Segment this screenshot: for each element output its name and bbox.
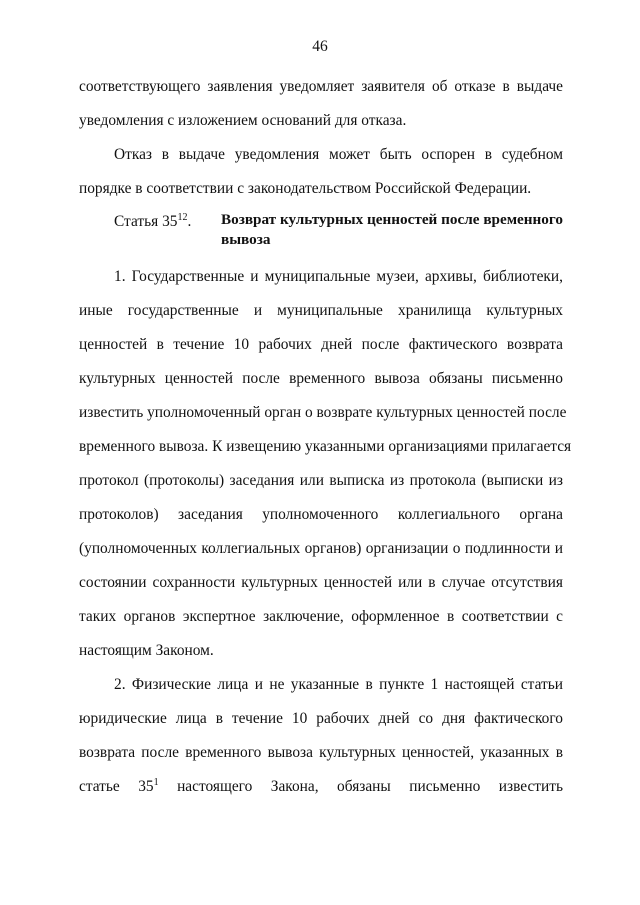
text-line: (уполномоченных коллегиальных органов) организации о подлинности и (79, 540, 563, 557)
article-title-line: Возврат культурных ценностей после временного (221, 211, 563, 228)
text-line: таких органов экспертное заключение, оформленное в соответствии с (79, 608, 563, 625)
text-line: иные государственные и муниципальные хранилища культурных (79, 302, 563, 319)
text-line: состоянии сохранности культурных ценностей или в случае отсутствия (79, 574, 563, 591)
text-line: 1. Государственные и муниципальные музеи, архивы, библиотеки, (114, 268, 563, 285)
article-heading (79, 210, 563, 260)
text-line: соответствующего заявления уведомляет заявителя об отказе в выдаче (79, 78, 563, 95)
text-line: настоящим Законом. (79, 642, 214, 659)
page-content (79, 70, 572, 804)
text-line: порядке в соответствии с законодательством Российской Федерации. (79, 180, 532, 197)
text-line: временного вывоза. К извещению указанными организациями прилагается (79, 438, 572, 455)
article-title (221, 210, 563, 250)
text-line: уведомления с изложением оснований для отказа. (79, 112, 407, 129)
article-title-line: вывоза (221, 231, 271, 248)
text-line: протоколов) заседания уполномоченного коллегиального органа (79, 506, 563, 523)
text-line-last: статье 35$^1$ настоящего Закона, обязаны письменно известить (79, 777, 563, 795)
article-label: Статья $35^{12}$. (114, 212, 192, 230)
text-line: Отказ в выдаче уведомления может быть оспорен в судебном (114, 146, 563, 163)
text-line: 2. Физические лица и не указанные в пункте 1 настоящей статьи (114, 676, 563, 693)
text-line: известить уполномоченный орган о возврате культурных ценностей после (79, 404, 567, 421)
page-number: 46 (312, 38, 328, 55)
article-ref-superscript: 1 (153, 777, 159, 788)
text-line: ценностей в течение 10 рабочих дней после фактического возврата (79, 336, 563, 353)
text-line: протокол (протоколы) заседания или выписка из протокола (выписки из (79, 472, 563, 489)
article-number-superscript: 12 (177, 212, 188, 223)
text-line: культурных ценностей после временного вывоза обязаны письменно (79, 370, 563, 387)
text-line: юридические лица в течение 10 рабочих дней со дня фактического (79, 710, 563, 727)
text-line: возврата после временного вывоза культурных ценностей, указанных в (79, 744, 563, 761)
